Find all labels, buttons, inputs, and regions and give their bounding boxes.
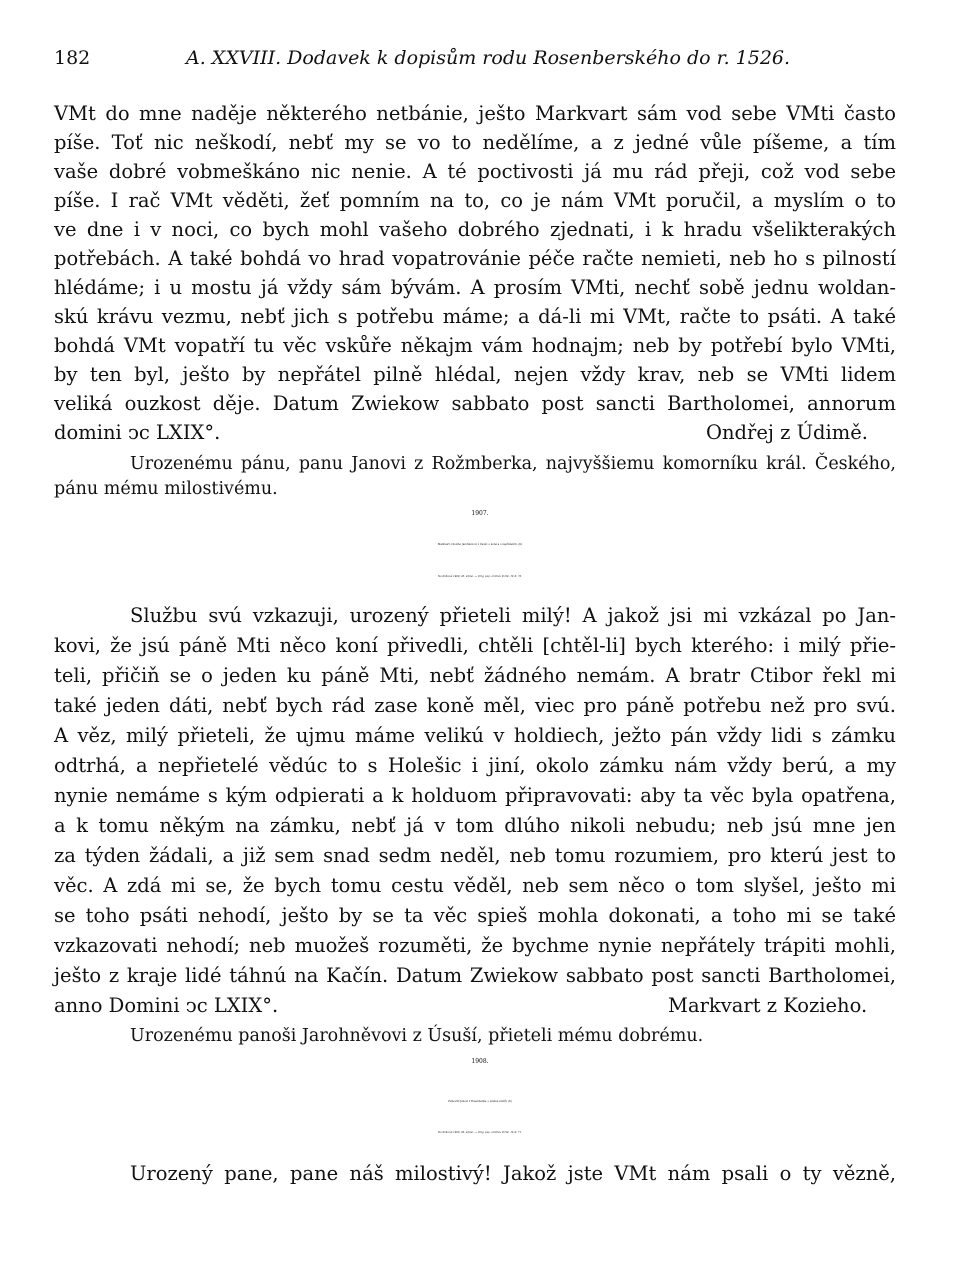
closing-date: anno Domini ↄc LXIX°. — [54, 994, 279, 1017]
text-line: by ten byl, ješto by nepřátel pilně hlédal, nejen vždy krav, neb se VMti lidem — [54, 363, 896, 386]
signature: Markvart z Kozieho. — [668, 994, 868, 1017]
address-line: Urozenému pánu, panu Janovi z Rožmberka, najvyššiemu komorníku král. Českého, — [130, 454, 896, 474]
text-line: za týden žádali, a již sem snad sedm neděl, neb tomu rozumiem, pro kterú jest to — [54, 844, 896, 867]
text-line: potřebách. A také bohdá vo hrad vopatrovánie péče račte nemieti, neb ho s pilností — [54, 247, 896, 270]
signature: Ondřej z Údimě. — [706, 421, 868, 444]
document-title: Zvíkovští Janovi z Rosenberka: o směnu vězňů. (K) — [448, 1100, 512, 1103]
page-number: 182 — [54, 47, 91, 69]
text-line: VMt do mne naděje některého netbánie, ješto Markvart sám vod sebe VMti často — [54, 102, 896, 125]
text-line: odtrhá, a nepřietelé vědúc to s Holešic i jiní, okolo zámku nám vždy berú, a my — [54, 754, 896, 777]
text-line: teli, přičiň se o jeden ku páně Mti, nebť žádného nemám. A bratr Ctibor řekl mi — [54, 664, 896, 687]
text-line: Urozený pane, pane náš milostivý! Jakož jste VMt nám psali o ty vězně, — [130, 1162, 896, 1185]
text-line: kovi, že jsú páně Mti něco koní přivedli, chtěli [chtěl-li] bych kterého: i milý přie- — [54, 634, 896, 657]
text-line: vzkazovati nehodí; neb muožeš rozuměti, že bychme nynie nepřátely trápiti mohli, — [54, 934, 896, 957]
address-line: Urozenému panoši Jarohněvovi z Úsuší, přieteli mému dobrému. — [130, 1026, 704, 1046]
text-line: nynie nemáme s kým odpierati a k holduom připravovati: aby ta věc byla opatřena, — [54, 784, 896, 807]
text-line: A věz, milý přieteli, že ujmu máme velikú v holdiech, ježto pán vždy lidi s zámku — [54, 724, 896, 747]
text-line: ješto z kraje lidé táhnú na Kačín. Datum Zwiekow sabbato post sancti Bartholomei, — [54, 964, 896, 987]
text-line: bohdá VMt vopatří tu věc vskůře někajm vám hodnajm; neb by potřebí bylo VMti, — [54, 334, 896, 357]
text-line: a k tomu někým na zámku, nebť já v tom dlúho nikoli nebudu; neb jsú mne jen — [54, 814, 896, 837]
closing-date: domini ↄc LXIX°. — [54, 421, 221, 444]
text-line: píše. I rač VMt věděti, žeť pomním na to, co je nám VMt poručil, a myslím o to — [54, 189, 896, 212]
text-line: skú krávu vezmu, nebť jich s potřebu máme; a dá-li mi VMt, račte to psáti. A také — [54, 305, 896, 328]
document-source: Na Zvíkově 1469, 26. srpna. — Orig. pap. archivu Vorlic. IV. K. 70. — [438, 575, 522, 578]
document-source: Na Zvíkově 1469, 26. srpna. — Orig. pap. archivu Vorlic. IV. K. 71. — [438, 1131, 522, 1134]
text-line: ve dne i v noci, co bych mohl vašeho dobrého zjednati, i k hradu všelikterakých — [54, 218, 896, 241]
document-number: 1907. — [471, 510, 489, 517]
document-title: Markvart z Kozího Jarohněvovi z Úsuší: o koně a o nepřátelích. (K) — [437, 543, 523, 546]
text-line: věc. A zdá mi se, že bych tomu cestu věděl, neb sem něco o tom slyšel, ješto mi — [54, 874, 896, 897]
text-line: se toho psáti nehodí, ješto by se ta věc spieš mohla dokonati, a toho mi se také — [54, 904, 896, 927]
text-line: veliká ouzkost děje. Datum Zwiekow sabbato post sancti Bartholomei, annorum — [54, 392, 896, 415]
text-line: Službu svú vzkazuji, urozený přieteli milý! A jakož jsi mi vzkázal po Jan- — [130, 604, 896, 627]
text-line: píše. Toť nic neškodí, nebť my se vo to nedělíme, a z jedné vůle píšeme, a tím — [54, 131, 896, 154]
text-line: hlédáme; i u mostu já vždy sám bývám. A prosím VMti, nechť sobě jednu woldan- — [54, 276, 896, 299]
running-title: A. XXVIII. Dodavek k dopisům rodu Rosenberského do r. 1526. — [186, 47, 791, 69]
address-line: pánu mému milostivému. — [54, 479, 278, 499]
text-line: také jeden dáti, nebť bych rád zase koně měl, viec pro páně potřebu než pro svú. — [54, 694, 896, 717]
text-line: vaše dobré vobmeškáno nic nenie. A té poctivosti já mu rád přeji, což vod sebe — [54, 160, 896, 183]
document-number: 1908. — [471, 1058, 489, 1065]
